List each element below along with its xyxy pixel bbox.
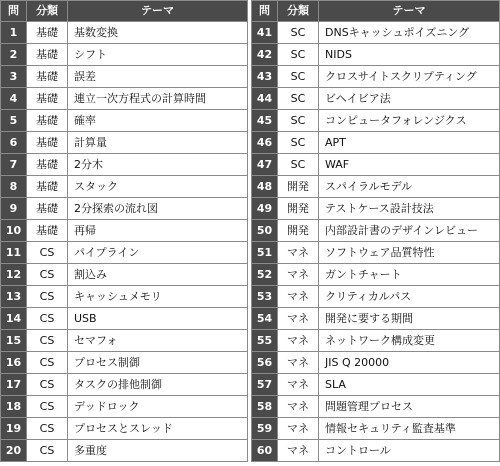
question-number: 5 — [1, 110, 27, 132]
question-number: 8 — [1, 176, 27, 198]
theme-cell: 内部設計書のデザインレビュー — [319, 220, 500, 242]
table-row — [252, 242, 500, 264]
theme-cell: セマフォ — [68, 330, 248, 352]
theme-cell: 計算量 — [68, 132, 248, 154]
theme-cell: テストケース設計技法 — [319, 198, 500, 220]
header-category: 分類 — [278, 1, 319, 22]
topic-table-left — [0, 0, 248, 462]
category-cell: 開発 — [278, 176, 319, 198]
theme-cell: コンピュータフォレンジクス — [319, 110, 500, 132]
category-cell: マネ — [278, 418, 319, 440]
table-row — [1, 264, 248, 286]
question-number: 44 — [252, 88, 278, 110]
header-category: 分類 — [27, 1, 68, 22]
category-cell: SC — [278, 22, 319, 44]
table-row — [252, 330, 500, 352]
theme-cell: ソフトウェア品質特性 — [319, 242, 500, 264]
table-row — [1, 176, 248, 198]
theme-cell: 開発に要する期間 — [319, 308, 500, 330]
category-cell: CS — [27, 330, 68, 352]
category-cell: 基礎 — [27, 176, 68, 198]
theme-cell: 問題管理プロセス — [319, 396, 500, 418]
category-cell: 基礎 — [27, 154, 68, 176]
header-row — [252, 1, 500, 22]
theme-cell: 情報セキュリティ監査基準 — [319, 418, 500, 440]
question-number: 60 — [252, 440, 278, 462]
table-row — [1, 154, 248, 176]
category-cell: マネ — [278, 242, 319, 264]
table-row — [1, 330, 248, 352]
header-row — [1, 1, 248, 22]
category-cell: CS — [27, 242, 68, 264]
question-number: 55 — [252, 330, 278, 352]
question-number: 57 — [252, 374, 278, 396]
theme-cell: クリティカルパス — [319, 286, 500, 308]
theme-cell: シフト — [68, 44, 248, 66]
table-row — [252, 110, 500, 132]
header-num: 問 — [252, 1, 278, 22]
table-row — [252, 264, 500, 286]
category-cell: SC — [278, 154, 319, 176]
theme-cell: 誤差 — [68, 66, 248, 88]
question-number: 41 — [252, 22, 278, 44]
theme-cell: DNSキャッシュポイズニング — [319, 22, 500, 44]
question-number: 17 — [1, 374, 27, 396]
theme-cell: NIDS — [319, 44, 500, 66]
category-cell: CS — [27, 308, 68, 330]
category-cell: 基礎 — [27, 220, 68, 242]
table-row — [1, 286, 248, 308]
category-cell: SC — [278, 44, 319, 66]
category-cell: 基礎 — [27, 110, 68, 132]
question-number: 53 — [252, 286, 278, 308]
table-row — [252, 418, 500, 440]
theme-cell: ビヘイビア法 — [319, 88, 500, 110]
topic-table-right — [251, 0, 500, 462]
question-number: 56 — [252, 352, 278, 374]
category-cell: 基礎 — [27, 66, 68, 88]
table-row — [252, 176, 500, 198]
table-row — [1, 44, 248, 66]
question-number: 12 — [1, 264, 27, 286]
category-cell: SC — [278, 110, 319, 132]
question-number: 13 — [1, 286, 27, 308]
table-row — [252, 154, 500, 176]
question-number: 51 — [252, 242, 278, 264]
question-number: 50 — [252, 220, 278, 242]
table-row — [1, 110, 248, 132]
category-cell: マネ — [278, 308, 319, 330]
theme-cell: パイプライン — [68, 242, 248, 264]
table-row — [252, 374, 500, 396]
theme-cell: タスクの排他制御 — [68, 374, 248, 396]
table-row — [1, 396, 248, 418]
category-cell: マネ — [278, 352, 319, 374]
theme-cell: コントロール — [319, 440, 500, 462]
question-number: 9 — [1, 198, 27, 220]
theme-cell: プロセス制御 — [68, 352, 248, 374]
header-num: 問 — [1, 1, 27, 22]
question-number: 46 — [252, 132, 278, 154]
theme-cell: ネットワーク構成変更 — [319, 330, 500, 352]
category-cell: CS — [27, 352, 68, 374]
question-number: 54 — [252, 308, 278, 330]
question-number: 43 — [252, 66, 278, 88]
table-row — [1, 66, 248, 88]
category-cell: 基礎 — [27, 22, 68, 44]
table-row — [252, 220, 500, 242]
question-number: 10 — [1, 220, 27, 242]
category-cell: CS — [27, 374, 68, 396]
category-cell: CS — [27, 264, 68, 286]
category-cell: 基礎 — [27, 88, 68, 110]
category-cell: CS — [27, 286, 68, 308]
table-row — [1, 198, 248, 220]
question-number: 16 — [1, 352, 27, 374]
theme-cell: 2分探索の流れ図 — [68, 198, 248, 220]
category-cell: マネ — [278, 286, 319, 308]
category-cell: マネ — [278, 330, 319, 352]
table-row — [1, 418, 248, 440]
theme-cell: クロスサイトスクリプティング — [319, 66, 500, 88]
question-number: 3 — [1, 66, 27, 88]
question-number: 59 — [252, 418, 278, 440]
category-cell: CS — [27, 418, 68, 440]
category-cell: SC — [278, 132, 319, 154]
table-row — [252, 44, 500, 66]
category-cell: CS — [27, 440, 68, 462]
table-body-left — [1, 22, 248, 462]
question-number: 52 — [252, 264, 278, 286]
question-number: 58 — [252, 396, 278, 418]
table-row — [252, 396, 500, 418]
table-row — [1, 308, 248, 330]
theme-cell: プロセスとスレッド — [68, 418, 248, 440]
question-number: 7 — [1, 154, 27, 176]
question-number: 14 — [1, 308, 27, 330]
question-number: 15 — [1, 330, 27, 352]
theme-cell: USB — [68, 308, 248, 330]
question-number: 20 — [1, 440, 27, 462]
question-number: 48 — [252, 176, 278, 198]
table-row — [252, 286, 500, 308]
theme-cell: 確率 — [68, 110, 248, 132]
category-cell: SC — [278, 88, 319, 110]
theme-cell: デッドロック — [68, 396, 248, 418]
theme-cell: JIS Q 20000 — [319, 352, 500, 374]
question-number: 42 — [252, 44, 278, 66]
question-number: 19 — [1, 418, 27, 440]
question-number: 6 — [1, 132, 27, 154]
question-number: 4 — [1, 88, 27, 110]
question-number: 1 — [1, 22, 27, 44]
table-row — [1, 22, 248, 44]
header-theme: テーマ — [319, 1, 500, 22]
category-cell: CS — [27, 396, 68, 418]
table-row — [252, 352, 500, 374]
category-cell: 基礎 — [27, 198, 68, 220]
table-row — [252, 66, 500, 88]
theme-cell: スタック — [68, 176, 248, 198]
theme-cell: 多重度 — [68, 440, 248, 462]
table-row — [252, 22, 500, 44]
theme-cell: 割込み — [68, 264, 248, 286]
table-row — [1, 88, 248, 110]
table-row — [252, 198, 500, 220]
category-cell: 基礎 — [27, 132, 68, 154]
question-number: 45 — [252, 110, 278, 132]
category-cell: 開発 — [278, 198, 319, 220]
table-row — [1, 440, 248, 462]
question-number: 11 — [1, 242, 27, 264]
category-cell: 開発 — [278, 220, 319, 242]
table-row — [252, 88, 500, 110]
header-theme: テーマ — [68, 1, 248, 22]
theme-cell: SLA — [319, 374, 500, 396]
table-row — [1, 352, 248, 374]
question-number: 47 — [252, 154, 278, 176]
category-cell: 基礎 — [27, 44, 68, 66]
table-row — [1, 132, 248, 154]
category-cell: マネ — [278, 264, 319, 286]
category-cell: マネ — [278, 374, 319, 396]
category-cell: マネ — [278, 396, 319, 418]
theme-cell: 基数変換 — [68, 22, 248, 44]
theme-cell: 連立一次方程式の計算時間 — [68, 88, 248, 110]
table-row — [252, 440, 500, 462]
question-number: 18 — [1, 396, 27, 418]
question-number: 2 — [1, 44, 27, 66]
theme-cell: 2分木 — [68, 154, 248, 176]
theme-cell: WAF — [319, 154, 500, 176]
theme-cell: キャッシュメモリ — [68, 286, 248, 308]
table-row — [1, 374, 248, 396]
theme-cell: スパイラルモデル — [319, 176, 500, 198]
table-body-right — [252, 22, 500, 462]
table-row — [252, 308, 500, 330]
table-row — [1, 220, 248, 242]
table-row — [252, 132, 500, 154]
question-number: 49 — [252, 198, 278, 220]
theme-cell: APT — [319, 132, 500, 154]
category-cell: SC — [278, 66, 319, 88]
theme-cell: ガントチャート — [319, 264, 500, 286]
theme-cell: 再帰 — [68, 220, 248, 242]
category-cell: マネ — [278, 440, 319, 462]
table-row — [1, 242, 248, 264]
